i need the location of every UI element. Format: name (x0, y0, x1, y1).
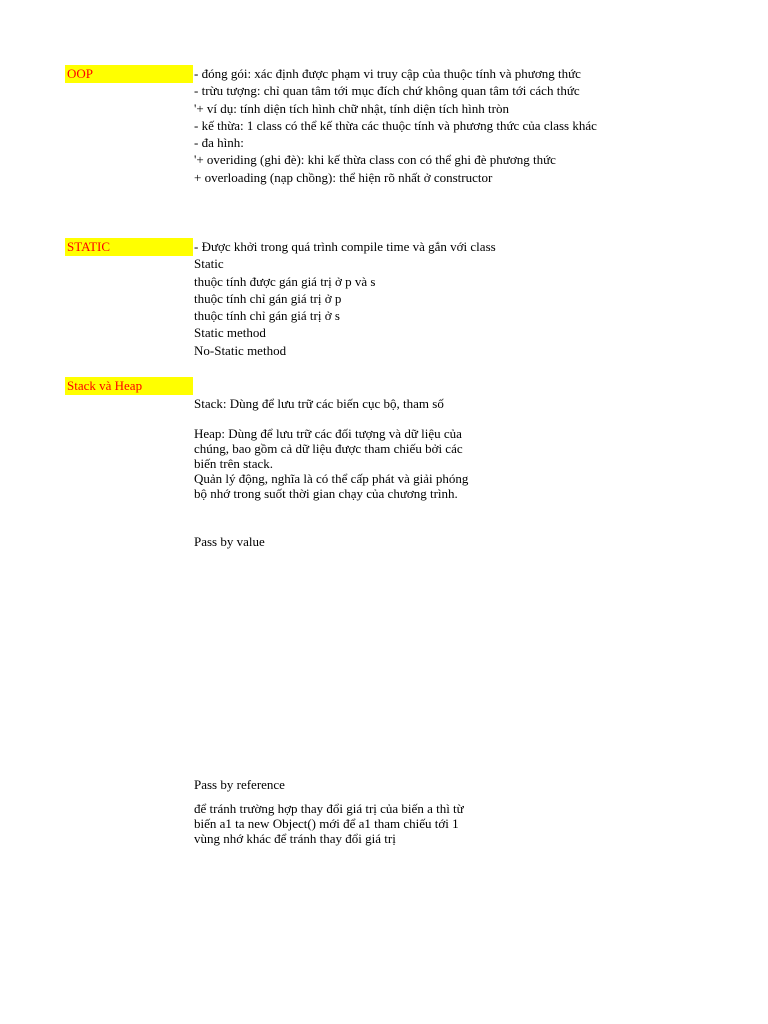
static-content (194, 238, 496, 359)
oop-line-abstraction-example: '+ ví dụ: tính diện tích hình chữ nhật, tính diện tích hình tròn (194, 100, 509, 116)
pass-by-value-heading (194, 533, 470, 550)
static-label: STATIC (65, 238, 193, 256)
pass-by-reference-heading (194, 776, 470, 793)
oop-line-abstraction: - trừu tượng: chỉ quan tâm tới mục đích chứ không quan tâm tới cách thức (194, 83, 580, 99)
oop-line-overriding: '+ overiding (ghi đè): khi kế thừa class con có thể ghi đè phương thức (194, 152, 556, 168)
pass-by-reference-label: Pass by reference (194, 777, 285, 792)
oop-line-polymorphism: - đa hình: (194, 135, 244, 151)
stack-description (194, 395, 470, 412)
stack-line: Stack: Dùng để lưu trữ các biến cục bộ, tham số (194, 396, 444, 411)
heap-management: Quản lý động, nghĩa là có thể cấp phát và giải phóng bộ nhớ trong suốt thời gian chạy của chương trình. (194, 471, 469, 501)
stack-heap-label: Stack và Heap (65, 377, 193, 395)
heap-description: Heap: Dùng để lưu trữ các đối tượng và dữ liệu của chúng, bao gồm cả dữ liệu được tham chiếu bởi các biến trên stack. (194, 426, 463, 471)
static-line-nonstatic-method: No-Static method (194, 342, 287, 358)
oop-label: OOP (65, 65, 193, 83)
oop-content (194, 65, 597, 186)
static-line-static-method: Static method (194, 325, 266, 341)
static-line-compile-time: - Được khởi trong quá trình compile time và gắn với class (194, 239, 496, 254)
static-line-p-only: thuộc tính chỉ gán giá trị ở p (194, 290, 342, 306)
pass-by-value-label: Pass by value (194, 534, 265, 549)
pass-by-reference-note: để tránh trường hợp thay đổi giá trị của biến a thì từ biến a1 ta new Object() mới để a1 tham chiếu tới 1 vùng nhớ khác để tránh thay đổi giá trị (194, 801, 464, 846)
oop-line-overloading: + overloading (nạp chồng): thể hiện rõ nhất ở constructor (194, 169, 493, 185)
oop-line-encapsulation: - đóng gói: xác định được phạm vi truy cập của thuộc tính và phương thức (194, 66, 581, 81)
static-line-p-and-s: thuộc tính được gán giá trị ở p và s (194, 273, 376, 289)
static-line-s-only: thuộc tính chỉ gán giá trị ở s (194, 308, 340, 324)
oop-line-inheritance: - kế thừa: 1 class có thể kế thừa các thuộc tính và phương thức của class khác (194, 117, 597, 133)
static-line-static: Static (194, 256, 224, 272)
